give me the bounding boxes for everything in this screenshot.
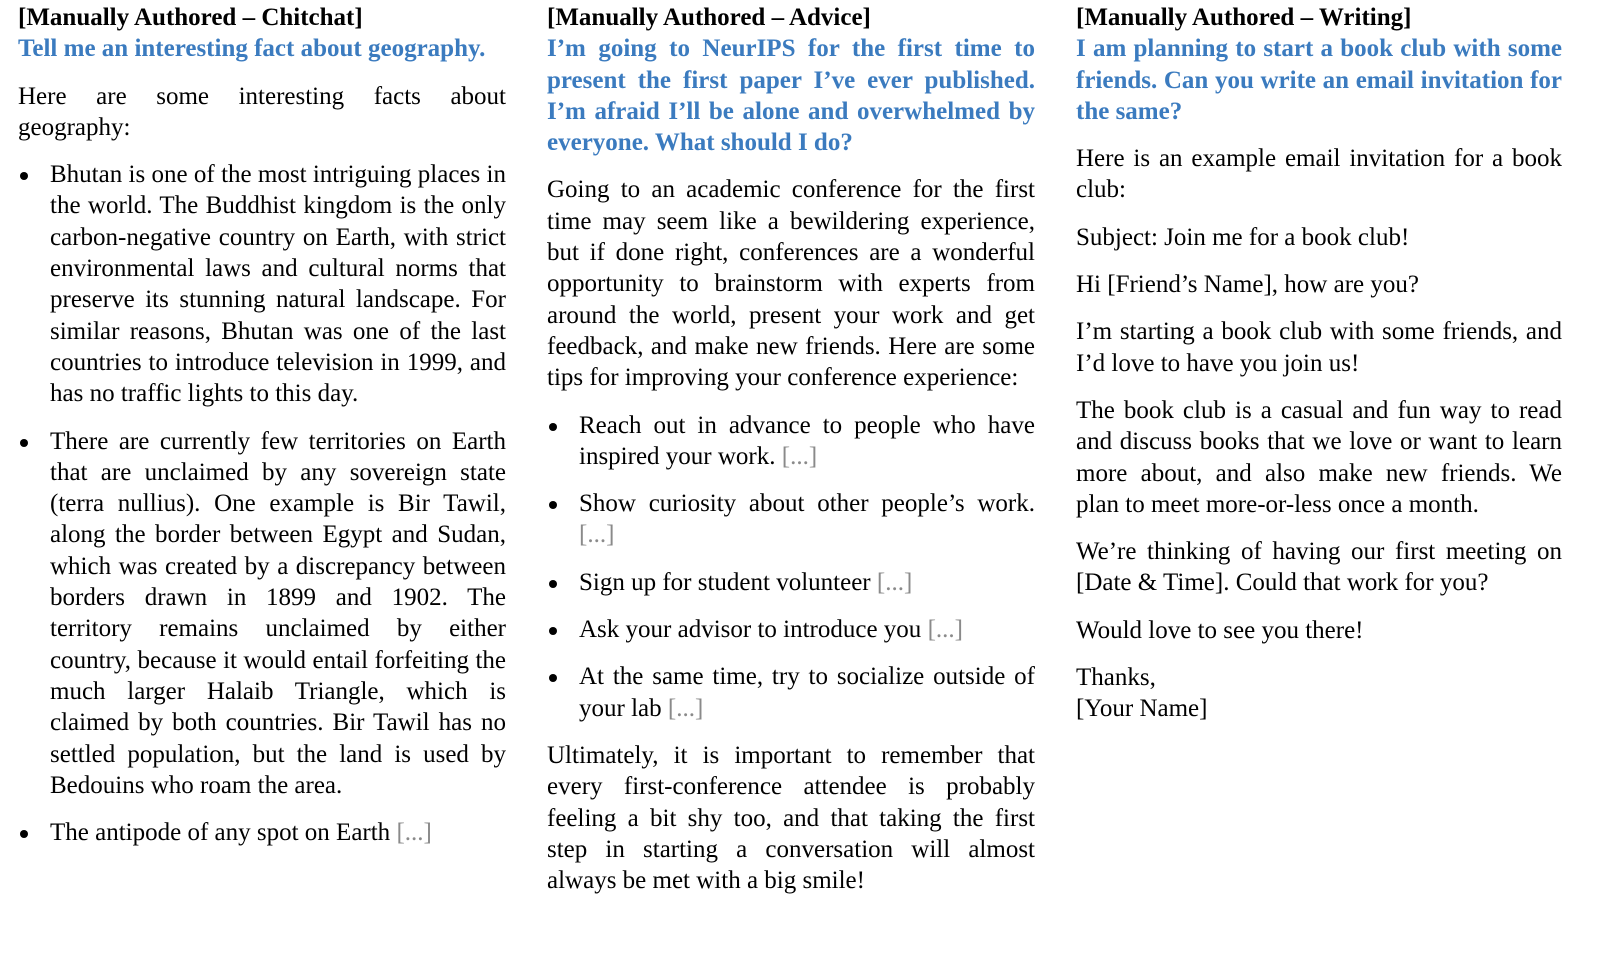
list-item — [547, 410, 1035, 473]
column-writing — [1076, 2, 1562, 725]
list-item-text: There are currently few territories on Earth that are unclaimed by any sovereign state (terra nullius). One example is Bir Tawil, along the border between Egypt and Sudan, which was created by a discrepancy between borders drawn in 1899 and 1902. The territory remains unclaimed by either country, because it would entail forfeiting the much larger Halaib Triangle, which is claimed by both countries. Bir Tawil has no settled population, but the land is used by Bedouins who roam the area. — [50, 427, 506, 799]
list-item — [547, 614, 1035, 645]
section-header: [Manually Authored – Writing] — [1076, 4, 1412, 31]
list-item — [547, 661, 1035, 724]
bullet-list — [547, 410, 1035, 724]
list-item — [547, 488, 1035, 551]
section-header: [Manually Authored – Advice] — [547, 4, 871, 31]
truncation-marker: [...] — [876, 568, 913, 596]
truncation-marker: [...] — [667, 694, 704, 722]
list-item — [18, 426, 506, 802]
paragraph: The book club is a casual and fun way to read and discuss books that we love or want to learn more about, and also make new friends. We plan to meet more-or-less once a month. — [1076, 396, 1562, 518]
truncation-marker: [...] — [927, 616, 963, 644]
list-item-text: Sign up for student volunteer — [579, 568, 871, 596]
prompt-text: Tell me an interesting fact about geography. — [18, 35, 486, 63]
list-item — [18, 159, 506, 409]
paragraph: Subject: Join me for a book club! — [1076, 223, 1410, 251]
prompt-text: I’m going to NeurIPS for the first time to present the first paper I’ve ever published. I’m afraid I’ll be alone and overwhelmed by everyone. What should I do? — [547, 35, 1035, 157]
list-item-text: Reach out in advance to people who have inspired your work. — [579, 411, 1035, 470]
paragraph: We’re thinking of having our first meeting on [Date & Time]. Could that work for you? — [1076, 538, 1562, 597]
prompt-text: I am planning to start a book club with some friends. Can you write an email invitation for the same? — [1076, 35, 1562, 125]
truncation-marker: [...] — [396, 819, 432, 847]
list-item — [547, 567, 1035, 598]
bullet-list — [18, 159, 506, 848]
truncation-marker: [...] — [579, 521, 615, 549]
paragraph: Hi [Friend’s Name], how are you? — [1076, 271, 1419, 299]
paragraph: I’m starting a book club with some friends, and I’d love to have you join us! — [1076, 318, 1562, 377]
list-item — [18, 817, 506, 848]
list-item-text: The antipode of any spot on Earth — [50, 819, 391, 847]
paragraph: Going to an academic conference for the first time may seem like a bewildering experience, but if done right, conferences are a wonderful opportunity to brainstorm with experts from around the world, present your work and get feedback, and make new friends. Here are some tips for improving your conference experience: — [547, 176, 1035, 392]
truncation-marker: [...] — [781, 442, 818, 470]
paragraph: Would love to see you there! — [1076, 616, 1364, 644]
list-item-text: Ask your advisor to introduce you — [579, 616, 922, 644]
paragraph: Thanks, [Your Name] — [1076, 664, 1208, 723]
paragraph: Ultimately, it is important to remember that every first-conference attendee is probably feeling a bit shy too, and that taking the first step in starting a conversation will almost always be met with a big smile! — [547, 741, 1035, 895]
paragraph: Here are some interesting facts about geography: — [18, 82, 506, 141]
column-chitchat — [18, 2, 506, 864]
list-item-text: Bhutan is one of the most intriguing places in the world. The Buddhist kingdom is the only carbon-negative country on Earth, with strict environmental laws and cultural norms that preserve its stunning natural landscape. For similar reasons, Bhutan was one of the last countries to introduce television in 1999, and has no traffic lights to this day. — [50, 161, 506, 408]
section-header: [Manually Authored – Chitchat] — [18, 4, 363, 31]
column-advice — [547, 2, 1035, 896]
list-item-text: At the same time, try to socialize outside of your lab — [579, 663, 1035, 722]
list-item-text: Show curiosity about other people’s work. — [579, 490, 1035, 518]
paragraph: Here is an example email invitation for a book club: — [1076, 145, 1562, 204]
